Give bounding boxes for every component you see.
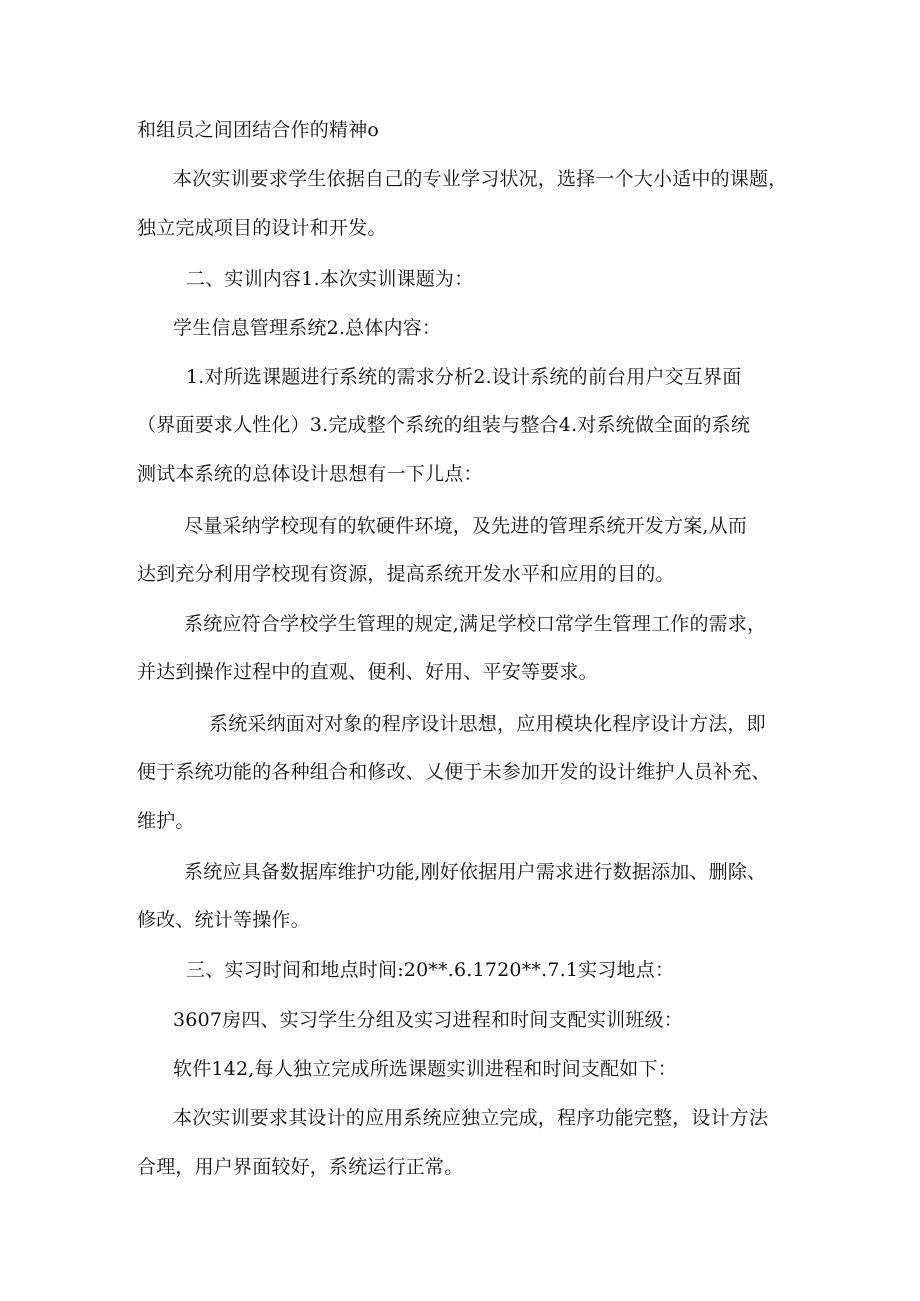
text-line-21: 本次实训要求其设计的应用系统应独立完成，程序功能完整，设计方法: [173, 1107, 769, 1129]
text-line-8: 测试本系统的总体设计思想有一下儿点：: [137, 463, 483, 485]
text-line-18: 三、实习时间和地点时间:20**.6.1720**.7.1实习地点：: [186, 959, 675, 981]
text-line-15: 维护。: [137, 810, 195, 832]
text-line-9: 尽量采纳学校现有的软硬件环境，及先进的管理系统开发方案,从而: [184, 515, 748, 537]
text-line-1: 和组员之间团结合作的精神o: [137, 119, 380, 141]
text-line-14: 便于系统功能的各种组合和修改、乂便于未参加开发的设计维护人员补充、: [137, 761, 771, 783]
text-line-19: 3607房四、实习学生分组及实习进程和时间支配实训班级：: [173, 1009, 683, 1031]
text-line-6: 1.对所选课题进行系统的需求分析2.设计系统的前台用户交互界面: [186, 366, 742, 388]
text-line-2: 本次实训要求学生依据自己的专业学习状况，选择一个大小适中的课题，: [173, 168, 788, 190]
text-line-17: 修改、统计等操作。: [137, 909, 310, 931]
text-line-13: 系统采纳面对对象的程序设计思想，应用模块化程序设计方法，即: [209, 713, 766, 735]
text-line-10: 达到充分利用学校现有资源，提高系统开发水平和应用的目的。: [137, 563, 675, 585]
text-line-12: 并达到操作过程中的直观、便利、好用、平安等要求。: [137, 661, 598, 683]
text-line-22: 合理，用户界面较好，系统运行正常。: [137, 1156, 464, 1178]
text-line-4: 二、实训内容1.本次实训课题为：: [186, 268, 474, 290]
text-line-3: 独立完成项目的设计和开发。: [137, 217, 387, 239]
text-line-16: 系统应具备数据库维护功能,刚好依据用户需求进行数据添加、删除、: [184, 861, 767, 883]
text-line-11: 系统应符合学校学生管理的规定,满足学校口常学生管理工作的需求，: [184, 613, 767, 635]
text-line-7: （界面要求人性化）3.完成整个系统的组装与整合4.对系统做全面的系统: [137, 414, 751, 436]
text-line-20: 软件142,每人独立完成所选课题实训进程和时间支配如下：: [173, 1058, 677, 1080]
text-line-5: 学生信息管理系统2.总体内容：: [173, 317, 442, 339]
